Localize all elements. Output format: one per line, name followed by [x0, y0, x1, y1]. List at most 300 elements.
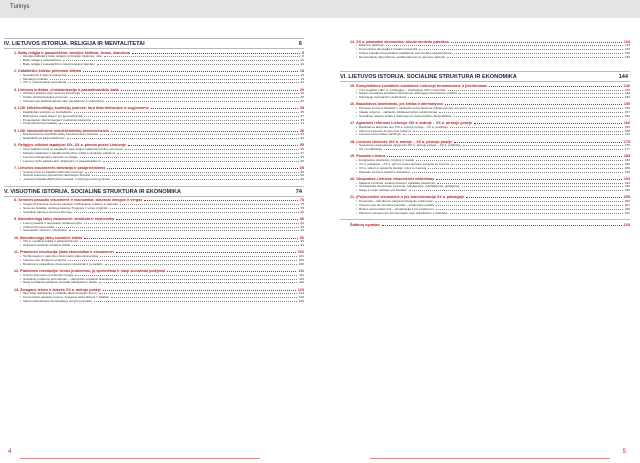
right-page-edge: [370, 458, 610, 459]
bullet-icon: •: [356, 188, 358, 193]
toc-subentry-title: Emigracijos priežastys, kryptys ir mastai: [359, 159, 414, 163]
toc-subentry-title: Naujo ir naujo patirties yra šiandien: [359, 189, 408, 193]
bullet-icon: •: [20, 243, 22, 248]
toc-subentry-page: 166: [624, 124, 630, 129]
toc-subentry-page: 108: [298, 261, 304, 266]
bullet-icon: •: [20, 239, 22, 244]
toc-subentry-title: Oficialus krikštas kaip Lietuvos konversija: [23, 92, 80, 96]
dot-leader: [451, 42, 622, 43]
toc-subentry-title: Bažnytinės unijos idėja ir jos įgyvendinimas: [23, 114, 83, 118]
dot-leader: [117, 153, 298, 154]
toc-subentry-title: Senovės Graikija: skirtinga laisvojo žmogaus ir vergo prigimtis: [23, 206, 108, 210]
toc-subentry-title: Pilietinės visuomenės formavimasis: tarp pilietiškumo ir atskirties: [359, 211, 448, 215]
dot-leader: [454, 116, 623, 117]
toc-subentry-title: Neveiksnūs ir ilgas sumanymas: [23, 73, 67, 77]
dot-leader: [382, 225, 622, 226]
dot-leader: [469, 108, 623, 109]
dot-leader: [416, 160, 623, 161]
toc-subentry-page: 199: [624, 188, 630, 193]
left-page-edge: [20, 458, 260, 459]
dot-leader: [106, 101, 298, 102]
dot-leader: [447, 57, 623, 58]
dot-leader: [99, 282, 297, 283]
toc-chapter-page: 134: [623, 39, 630, 44]
toc-chapter: [4, 88, 304, 104]
bullet-icon: •: [20, 291, 22, 296]
toc-subentry-page: 35: [300, 109, 304, 114]
toc-chapter: [340, 195, 630, 215]
toc-subentry-page: 80: [300, 209, 304, 214]
toc-subentry-title: Pasaulio Lietuvos kultūrinė šiandiena: [359, 170, 410, 174]
toc-chapter-title: 21. (Po)sovietinė visuomenė ir jos transformacija XX a. pabaigoje: [350, 195, 465, 200]
dot-leader: [125, 149, 299, 150]
toc-subentry-page: 26: [300, 91, 304, 96]
bullet-icon: •: [356, 50, 358, 55]
dot-leader: [68, 260, 296, 261]
toc-subentry-title: Socialinio įtampos senovės Romoje: [23, 210, 72, 214]
dot-leader: [84, 116, 298, 117]
dot-leader: [97, 64, 299, 65]
dot-leader: [83, 71, 298, 72]
dot-leader: [403, 134, 623, 135]
toc-subentry-page: 155: [624, 106, 630, 111]
dot-leader: [408, 97, 623, 98]
toc-chapter-page: 76: [299, 198, 304, 203]
bullet-icon: •: [20, 117, 22, 122]
page-number-left: 4: [8, 449, 12, 455]
bullet-icon: •: [20, 80, 22, 85]
dot-leader: [59, 123, 298, 124]
toc-subentry-title: Perversija – šiandienos naujumai daugelio vykdomoje: [359, 200, 433, 204]
bullet-icon: •: [20, 98, 22, 103]
toc-subentry-title: Visuomenės struktūros pokyčiai: [23, 258, 67, 262]
toc-subentry-title: Pirmasis Lietuvos Statutas ir valstiečio sumenkinimas priklausomybė nuo pono: [359, 107, 467, 111]
dot-leader: [474, 123, 622, 124]
toc-subentry-page: 30: [300, 98, 304, 103]
toc-chapter: [4, 288, 304, 304]
bullet-icon: •: [20, 298, 22, 303]
dot-leader: [450, 213, 623, 214]
dot-leader: [105, 264, 297, 265]
toc-subentry-title: Baltų religija ir pasaulėžiūra: [23, 59, 61, 62]
toc-subentry-title: Vakarų liberaliosios demokratijos vertybių pamatai: [23, 299, 92, 303]
toc-subentry[interactable]: [4, 100, 304, 104]
toc-chapter: [4, 217, 304, 233]
toc-subentry-page: 92: [300, 228, 304, 233]
dot-leader: [448, 90, 623, 91]
toc-subentry-page: 19: [300, 76, 304, 81]
toc-subentry-page: 96: [300, 239, 304, 244]
toc-subentry-page: 175: [624, 143, 630, 148]
toc-subentry-title: Istorijos šaltiniai ir baltų religijos tyrinėtojai, tikėjimas, mitai: [23, 55, 103, 59]
dot-leader: [110, 208, 299, 209]
dot-leader: [69, 230, 299, 231]
toc-chapter: [4, 129, 304, 141]
toc-chapter-page: 55: [299, 143, 304, 148]
toc-subentry-page: 123: [298, 291, 304, 296]
toc-subentry-title: Nekrikščionys kaip krikščionys: [23, 137, 65, 141]
toc-subentry-page: 186: [624, 161, 630, 166]
page-number-right: 5: [622, 449, 626, 455]
toc-subentry-title: Socialinės tvarkos kritika ir alternatyvos Žečpospolitos Respublikoje: [359, 114, 452, 118]
toc-subentry-page: 46: [300, 132, 304, 137]
bullet-icon: •: [20, 154, 22, 159]
toc-part-title: V. VISUOTINĖ ISTORIJA. SOCIALINĖ STRUKTŪRA IR EKONOMIKA: [4, 188, 181, 195]
toc-chapter: [340, 102, 630, 118]
dot-leader: [115, 279, 297, 280]
toc-chapter: [4, 143, 304, 163]
toc-subentry-title: Nauji socialiniai judėjimai: kitoniški aplinkybės ir tikslai: [23, 281, 97, 285]
toc-subentry-title: Etnokonfesinių nekrikščioniškų bendruomenių statusas: [23, 133, 99, 137]
bullet-icon: •: [20, 54, 22, 59]
toc-subentry-title: Kinijos Liaudies Respublikos totalitarinio ekonomikos eksperimentai: [359, 51, 452, 55]
toc-chapter-page: 183: [623, 154, 630, 159]
dot-leader: [409, 190, 623, 191]
toc-subentry[interactable]: [340, 189, 630, 193]
toc-subentry-page: 183: [624, 158, 630, 163]
dot-leader: [68, 82, 298, 83]
toc-subentry[interactable]: [4, 137, 304, 141]
toc-chapter-title: 11. Pramonės revoliucija: jtaka ekonomikai ir visuomenei: [14, 250, 114, 255]
bullet-icon: •: [356, 43, 358, 48]
toc-subentry-title: Tarp lūkių deklaracijų ir radikalių diskriminacijos formų: [23, 292, 97, 296]
toc-subentry-page: 111: [299, 272, 304, 277]
toc-subentry-page: 55: [300, 147, 304, 152]
toc-chapter-title: 7. Lietuvos visuomenės ateizacija ir pasipriešinimas: [14, 165, 106, 170]
toc-chapter: [4, 250, 304, 266]
bullet-icon: •: [356, 210, 358, 215]
toc-subentry[interactable]: [4, 160, 304, 164]
toc-chapter-title: 14. XX a. pasaulinė ekonomika: tobulo modelio paieškos: [350, 39, 449, 44]
toc-subentry-page: 160: [624, 113, 630, 118]
toc-chapter-title: 18. Lietuvos Istorinės XIX a. antroje – XX a. pirmoje pusėje: [350, 139, 453, 144]
bullet-icon: •: [20, 91, 22, 96]
toc-chapter: [4, 166, 304, 182]
toc-chapter-title: 12. Pramonės revoliucija: senos problemos, jų sprendimai ir nauji socialiniai judėjimai: [14, 269, 166, 274]
toc-subentry-page: 28: [300, 95, 304, 100]
toc-chapter: [340, 121, 630, 137]
dot-leader: [111, 131, 298, 132]
dot-leader: [92, 175, 299, 176]
toc-chapter-page: 8: [301, 50, 304, 55]
toc-chapter-title: 20. Okupuotos Lietuvos visuomenės naikinimas: [350, 176, 435, 181]
toc-part: [4, 186, 304, 304]
dot-leader: [437, 183, 623, 184]
bullet-icon: •: [20, 220, 22, 225]
dot-leader: [419, 49, 622, 50]
dot-leader: [428, 168, 623, 169]
toc-subentry[interactable]: [4, 211, 304, 215]
toc-subentry[interactable]: [340, 171, 630, 175]
toc-subentry-page: 37: [300, 113, 304, 118]
toc-subentry-page: 146: [624, 87, 630, 92]
bullet-icon: •: [20, 109, 22, 114]
toc-part-heading[interactable]: [4, 38, 304, 49]
toc-subentry[interactable]: [340, 148, 630, 152]
spacer: [340, 63, 630, 71]
toc-subentry-title: Katalikybės santykis su stačiatikybe: [23, 110, 73, 114]
dot-leader: [103, 290, 296, 291]
toc-subentry-page: 66: [300, 173, 304, 178]
toc-chapter-page: 86: [299, 217, 304, 222]
bullet-icon: •: [356, 128, 358, 133]
toc-sources-title: Šaltinių sąrašas: [350, 222, 380, 228]
dot-leader: [120, 204, 299, 205]
toc-subentry-page: 99: [300, 243, 304, 248]
toc-subentry-page: 136: [624, 47, 630, 51]
toc-subentry-page: 89: [300, 224, 304, 229]
toc-subentry-title: XX a. vidurio ir sekančių išeivija: ryšys su Lietuva: [359, 166, 427, 170]
toc-chapter-page: 35: [299, 106, 304, 111]
toc-subentry[interactable]: [340, 212, 630, 216]
toc-subentry-title: Luomų padėtis ir tarpusavio priklausomybė: [23, 221, 82, 225]
toc-subentry-page: 209: [624, 206, 630, 211]
bullet-icon: •: [356, 180, 358, 185]
toc-subentry-title: Protestantai: diskriminacija ir konfesinė tolerancija: [23, 118, 92, 122]
toc-subentry-title: Atkurtos Lietuvos žemės ūkio reforma: [359, 129, 411, 133]
toc-subentry-title: Komunistinė ideologija ir privati nuosavybė: [359, 48, 418, 51]
toc-subentry-title: Rinkos ekonomikos link – privatizacija ir jos problemos: [359, 207, 434, 211]
toc-subentry-page: 190: [624, 169, 630, 174]
toc-part-heading[interactable]: [340, 71, 630, 82]
bullet-icon: •: [20, 276, 22, 281]
bullet-icon: •: [20, 224, 22, 229]
toc-subentry[interactable]: [4, 178, 304, 182]
dot-leader: [451, 164, 623, 165]
toc-chapter-page: 146: [623, 83, 630, 88]
toc-subentry-title: Sovietų kova su Katalikų bažnyčia Lietuvoje: [23, 170, 84, 174]
toc-chapter: [4, 236, 304, 248]
toc-subentry-title: Baudžiavos laikymas nuo XIX a. antrojo pusėje – XX a. pradžioje: [359, 125, 448, 129]
toc-chapter-title: 15. Europietiškos socialinės struktūros Lietuvoje formavimasis ir jūtvirtinimas: [350, 83, 488, 88]
toc-chapter-title: 13. Žmogaus teisės ir laisvės XX a. antroje pusėje: [14, 287, 101, 292]
toc-subentry-page: 170: [624, 132, 630, 137]
toc-chapter-page: 175: [623, 139, 630, 144]
toc-chapter-title: 2. Katalikiško krikšto priėmimo dilema: [14, 69, 82, 74]
bullet-icon: •: [20, 228, 22, 233]
toc-subentry-page: 65: [300, 169, 304, 174]
toc-chapter-page: 155: [623, 102, 630, 107]
dot-leader: [103, 161, 298, 162]
toc-subentry-page: 69: [300, 177, 304, 182]
toc-chapter-title: 16. Baudžiavos įtvirtinimas, jos kritika ir alternatyvos: [350, 102, 443, 107]
toc-chapter-title: 9. Ikimoderniųjų laikų visuomenė: struktūra ir ekonomika: [14, 217, 115, 222]
dot-leader: [67, 138, 299, 139]
dot-leader: [80, 157, 299, 158]
bullet-icon: •: [20, 209, 22, 214]
toc-chapter-title: 5. LDK etnokonfesinis nekrikščioniškų bendruomenės: [14, 128, 110, 133]
dot-leader: [100, 256, 297, 257]
bullet-icon: •: [356, 184, 358, 189]
dot-leader: [439, 112, 623, 113]
bullet-icon: •: [356, 169, 358, 174]
toc-subentry-page: 212: [624, 210, 630, 215]
bullet-icon: •: [20, 95, 22, 100]
bullet-icon: •: [356, 202, 358, 207]
toc-chapter-page: 194: [623, 176, 630, 181]
toc-subentry[interactable]: [4, 122, 304, 126]
toc-subentry-title: Antrojo pramonės revoliucijos banga: [23, 273, 74, 277]
toc-subentry-title: Visuomenės krikščionėjimas tarp pamaldumo ir sinkretizmo: [23, 99, 105, 103]
toc-subentry[interactable]: [340, 96, 630, 100]
toc-chapter: [4, 69, 304, 85]
bullet-icon: •: [20, 58, 22, 62]
toc-subentry-title: XX a. pabaigos – XX a. pirmos pusės išeivijos santykis su Lietuva: [359, 162, 449, 166]
dot-leader: [70, 97, 299, 98]
toc-sources-entry[interactable]: [340, 219, 630, 227]
toc-subentry-page: 115: [299, 276, 304, 281]
dot-leader: [93, 120, 298, 121]
left-page: [4, 38, 304, 308]
toc-subentry-page: 78: [300, 205, 304, 210]
dot-leader: [450, 127, 623, 128]
dot-leader: [121, 90, 298, 91]
toc-part-heading[interactable]: [4, 186, 304, 197]
toc-subentry[interactable]: [340, 115, 630, 119]
dot-leader: [436, 209, 623, 210]
toc-sources-page: 218: [623, 222, 630, 228]
toc-subentry-page: 138: [624, 50, 630, 55]
toc-subentry-page: 188: [624, 165, 630, 170]
bullet-icon: •: [20, 121, 22, 126]
toc-chapter-title: 8. Senovės pasaulio visuomenė ir ekonomika: laisvasis žmogus ir vergas: [14, 198, 143, 203]
toc-subentry-page: 194: [624, 180, 630, 185]
dot-leader: [412, 172, 623, 173]
toc-subentry-title: Trys Jogailos 1387 m. privilegijos – civilizacijos lūžio momentas: [359, 88, 446, 92]
toc-subentry-page: 60: [300, 158, 304, 163]
dot-leader: [151, 108, 298, 109]
dot-leader: [99, 293, 297, 294]
toc-subentry[interactable]: [4, 229, 304, 233]
toc-chapter-title: 1. Baltų religija ir pasaulėžiūra: istorijos šaltiniai, žinios, šiandiena: [14, 50, 130, 55]
bullet-icon: •: [20, 169, 22, 174]
toc-subentry-title: Baltų religija ir pasaulėžiūros interpretacijos šiandien: [23, 62, 95, 66]
toc-subentry-title: Bendrosios pasaulinės visuomenės sluoksniai ir jų padėtis: [23, 262, 103, 266]
dot-leader: [436, 179, 622, 180]
toc-subentry-page: 22: [300, 80, 304, 85]
dot-leader: [413, 131, 623, 132]
toc-chapter-page: 65: [299, 165, 304, 170]
toc-subentry[interactable]: [340, 133, 630, 137]
toc-chapter-title: 19. Pasaulio Lietuva: [350, 154, 386, 159]
bullet-icon: •: [356, 158, 358, 163]
toc-chapter-page: 166: [623, 121, 630, 126]
toc-subentry-title: Holokaustas okupuotoje Lietuvoje: holokaustas, prisitaikymas, gelbėjimas: [359, 185, 460, 189]
toc-subentry-title: Protestantai tarp katalikų: [23, 122, 58, 126]
toc-subentry-page: 8: [302, 54, 304, 59]
toc-part-page: 144: [618, 74, 628, 81]
toc-subentry[interactable]: [340, 56, 630, 60]
toc-subentry[interactable]: [4, 281, 304, 285]
toc-subentry-page: 39: [300, 117, 304, 122]
bullet-icon: •: [20, 205, 22, 210]
dot-leader: [111, 297, 297, 298]
bullet-icon: •: [356, 47, 358, 51]
toc-subentry-title: Masiniai trėmimai, kolektyvizacija ir ūgtaliaks pasekmės: [359, 181, 436, 185]
dot-leader: [68, 75, 298, 76]
dot-leader: [463, 145, 623, 146]
toc-part-page: 6: [298, 41, 302, 47]
toc-subentry-title: Lietuvos ekonomikos pažanga: [359, 133, 401, 137]
toc-subentry-title: Vis į modifikaciją: [359, 148, 382, 152]
dot-leader: [72, 245, 298, 246]
bullet-icon: •: [356, 87, 358, 92]
bullet-icon: •: [20, 76, 22, 81]
right-page: [340, 38, 630, 227]
dot-leader: [167, 271, 296, 272]
toc-subentry-title: XVI a. socialinė kritika ir pasipriešinimas: [23, 240, 79, 244]
toc-subentry-title: XIV a. Gediminaičių sprendimai: [23, 81, 67, 85]
toc-subentry[interactable]: [4, 263, 304, 267]
bullet-icon: •: [20, 136, 22, 141]
bullet-icon: •: [20, 132, 22, 137]
bullet-icon: •: [20, 257, 22, 262]
bullet-icon: •: [20, 295, 22, 300]
toc-subentry-title: Sovietmas etapuojamas sąlygomis XIX a. antroje pusėje – XX a. pradžioje: [359, 144, 461, 148]
toc-subentry-page: 157: [624, 109, 630, 114]
toc-subentry-title: Viduramžių ekonomika: [23, 225, 55, 229]
toc-subentry[interactable]: [4, 300, 304, 304]
toc-chapter-page: 102: [297, 250, 304, 255]
dot-leader: [466, 197, 622, 198]
bullet-icon: •: [356, 109, 358, 114]
toc-chapter: [340, 40, 630, 60]
bullet-icon: •: [356, 132, 358, 137]
toc-subentry-title: Socialinių problemų sprendimas – valstybinis socialinis draudimas: [23, 277, 114, 281]
toc-subentry[interactable]: [4, 81, 304, 85]
toc-subentry-title: Mindaugo krikštas: [23, 77, 48, 81]
toc-subentry-page: 14: [300, 61, 304, 66]
toc-subentry-page: 148: [624, 91, 630, 96]
toc-subentry[interactable]: [4, 63, 304, 67]
bullet-icon: •: [356, 143, 358, 148]
toc-subentry-page: 18: [300, 72, 304, 77]
bullet-icon: •: [356, 124, 358, 129]
dot-leader: [50, 79, 299, 80]
bullet-icon: •: [20, 150, 22, 155]
dot-leader: [435, 201, 623, 202]
toc-part: [340, 71, 630, 215]
toc-subentry-page: 134: [624, 43, 630, 48]
bullet-icon: •: [20, 147, 22, 152]
dot-leader: [80, 241, 299, 242]
bullet-icon: •: [20, 173, 22, 178]
bullet-icon: •: [356, 147, 358, 152]
toc-subentry-title: Savivaldūs miestai ir miestiečiai: [23, 229, 67, 233]
dot-leader: [489, 86, 622, 87]
toc-chapter-title: 3. Lietuvos krikštas, christianizacija ir pasaulėvaizdžio kaita: [14, 87, 119, 92]
bullet-icon: •: [20, 254, 22, 259]
bullet-icon: •: [20, 280, 22, 285]
toc-subentry-page: 10: [300, 58, 304, 62]
toc-subentry-title: Apšvietos tarpsnio socialinė kritika: [23, 244, 71, 248]
dot-leader: [74, 112, 299, 113]
dot-leader: [436, 205, 622, 206]
dot-leader: [84, 223, 299, 224]
toc-chapter: [340, 84, 630, 100]
dot-leader: [445, 104, 622, 105]
dot-leader: [107, 168, 297, 169]
toc-subentry-page: 205: [624, 199, 630, 204]
header-title: Turinys: [10, 4, 30, 10]
toc-subentry-page: 196: [624, 184, 630, 189]
toc-chapter: [4, 269, 304, 285]
toc-subentry-title: Kilmingųjų dominavimo įtvirtinimas: [359, 96, 407, 100]
toc-subentry[interactable]: [4, 244, 304, 248]
toc-chapter-page: 18: [299, 69, 304, 74]
toc-chapter-title: 10. Ikimoderniųjų laikų socialinė kritika: [14, 235, 83, 240]
bullet-icon: •: [356, 161, 358, 166]
